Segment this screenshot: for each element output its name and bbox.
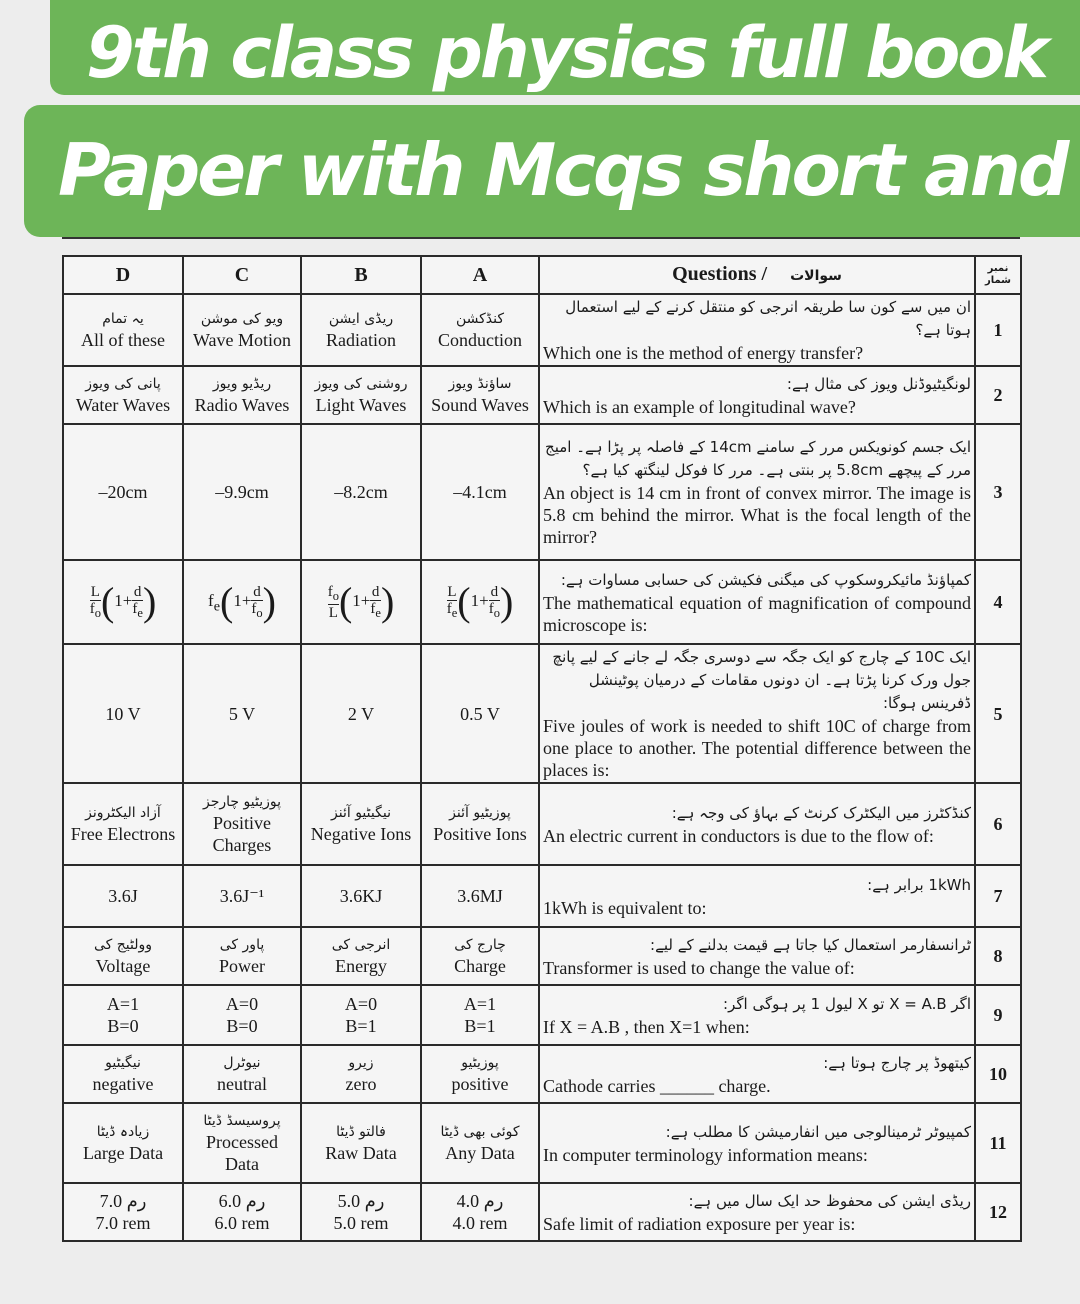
option-urdu: نیگیٹیو (105, 1055, 141, 1071)
question-english: Which is an example of longitudinal wave? (543, 396, 856, 417)
question-urdu: ایک 10C کے چارج کو ایک جگہ سے دوسری جگہ لے جانے کے لیے پانچ جول ورک کرنا پڑتا ہے۔ ان دونوں مقامات کے درمیان پوٹینشل ڈفرینس ہوگا: (552, 648, 971, 712)
question-cell (539, 985, 975, 1045)
question-urdu: کمپیوٹر ٹرمینالوجی میں انفارمیشن کا مطلب ہے: (665, 1122, 971, 1141)
option-english: Energy (335, 956, 387, 976)
option-urdu: ساؤنڈ ویوز (448, 376, 512, 392)
frac-num-text: L (90, 583, 100, 600)
question-cell (539, 865, 975, 927)
option-english: –8.2cm (334, 482, 388, 502)
option-english: Positive Ions (433, 824, 527, 844)
option-d (63, 985, 183, 1045)
option-english: 7.0 rem (95, 1213, 151, 1233)
header-a: A (421, 256, 539, 294)
frac-numerator (90, 584, 101, 600)
question-urdu: ریڈی ایشن کی محفوظ حد ایک سال میں ہے: (688, 1191, 971, 1210)
question-urdu: ان میں سے کون سا طریقہ انرجی کو منتقل کرنے کے لیے استعمال ہوتا ہے؟ (565, 298, 971, 339)
option-a (421, 1183, 539, 1241)
option-english: Raw Data (325, 1143, 397, 1163)
option-urdu: آزاد الیکٹرونز (85, 805, 161, 821)
option-english: neutral (217, 1074, 267, 1094)
question-urdu: ایک جسم کونویکس مرر کے سامنے 14cm کے فاصلہ پر پڑا ہے۔ امیج مرر کے پیچھے 5.8cm پر بنتی ہے۔ مرر کا فوکل لینگتھ کیا ہے؟ (545, 438, 971, 479)
paren-open: ( (219, 579, 234, 624)
question-number: 7 (975, 865, 1021, 927)
option-english: All of these (81, 330, 165, 350)
question-cell (539, 366, 975, 424)
question-cell (539, 644, 975, 783)
frac-num-sub: o (332, 588, 339, 603)
inner-numerator: d (490, 583, 499, 600)
question-english: Safe limit of radiation exposure per year is: (543, 1213, 856, 1234)
option-english: B=0 (226, 1016, 258, 1036)
magnification-formula: $\frac{L}{f_e}$ (1+ $\frac{d}{f_o}$ ) (446, 579, 514, 624)
inner-numerator: d (253, 583, 261, 600)
option-english: B=0 (107, 1016, 139, 1036)
option-c (183, 424, 301, 560)
option-d (63, 927, 183, 985)
table-row (63, 985, 1021, 1045)
option-english: –20cm (98, 482, 148, 502)
question-cell (539, 424, 975, 560)
option-a (421, 865, 539, 927)
question-number: 12 (975, 1183, 1021, 1241)
question-cell (539, 560, 975, 644)
option-english: Radiation (326, 330, 396, 350)
question-english: In computer terminology information means: (543, 1144, 868, 1165)
table-row (63, 294, 1021, 366)
option-english: 3.6MJ (457, 886, 503, 906)
inner-den-sub: o (256, 605, 263, 620)
option-english: –9.9cm (215, 482, 269, 502)
inner-denominator (370, 600, 381, 621)
inner-den-sub: e (375, 605, 381, 620)
option-a (421, 783, 539, 865)
question-english: If X = A.B , then X=1 when: (543, 1016, 750, 1037)
table-row (63, 865, 1021, 927)
question-number: 2 (975, 366, 1021, 424)
magnification-formula: $\frac{L}{f_o}$ (1+ $\frac{d}{f_e}$ ) (89, 579, 157, 624)
option-urdu: یہ تمام (102, 311, 144, 327)
option-b (301, 424, 421, 560)
option-urdu: کنڈکشن (455, 311, 505, 327)
option-english: Free Electrons (70, 824, 176, 844)
option-a (421, 985, 539, 1045)
option-b (301, 1103, 421, 1183)
formula-prefix-fraction (447, 584, 458, 621)
option-urdu: زیادہ ڈیٹا (96, 1124, 150, 1140)
option-c (183, 865, 301, 927)
option-urdu: ویو کی موشن (200, 311, 284, 327)
option-urdu: پوزیٹیو چارجز (203, 794, 281, 810)
question-urdu: کیتھوڈ پر چارج ہوتا ہے: (823, 1053, 971, 1072)
option-c (183, 1045, 301, 1103)
option-d (63, 1045, 183, 1103)
frac-numerator (328, 584, 339, 604)
question-english: An electric current in conductors is due to the flow of: (543, 825, 934, 846)
inner-den-text: f (488, 600, 494, 617)
option-english: Light Waves (315, 395, 407, 415)
question-urdu: 1kWh برابر ہے: (867, 875, 971, 894)
option-d (63, 1103, 183, 1183)
table-row (63, 927, 1021, 985)
option-english: Any Data (445, 1143, 515, 1163)
header-questions-urdu: سوالات (790, 268, 842, 284)
question-cell (539, 1103, 975, 1183)
table-row (63, 560, 1021, 644)
option-d (63, 560, 183, 644)
option-urdu: زیرو (348, 1055, 374, 1071)
option-urdu: پوزیٹیو (461, 1055, 499, 1071)
frac-den-sub: o (94, 605, 101, 620)
frac-num-text: L (447, 583, 457, 600)
paren-open: ( (457, 579, 471, 624)
magnification-formula: $\frac{f_o}{L}$ (1+ $\frac{d}{f_e}$ ) (327, 579, 395, 624)
option-b (301, 927, 421, 985)
option-english: Sound Waves (431, 395, 529, 415)
option-d (63, 1183, 183, 1241)
frac-num-text: f (327, 583, 333, 600)
option-english: 2 V (347, 703, 375, 724)
question-number: 9 (975, 985, 1021, 1045)
question-urdu: کنڈکٹرز میں الیکٹرک کرنٹ کے بہاؤ کی وجہ ہے: (671, 803, 971, 822)
divider (62, 237, 1020, 239)
formula-prefix: f (208, 590, 214, 610)
option-a (421, 644, 539, 783)
option-urdu: وولٹیج کی (93, 937, 153, 953)
option-c (183, 560, 301, 644)
option-english: Wave Motion (192, 330, 292, 350)
option-english: 0.5 V (460, 703, 500, 724)
option-c (183, 294, 301, 366)
option-d (63, 865, 183, 927)
option-b (301, 366, 421, 424)
question-english: Cathode carries ______ charge. (543, 1075, 771, 1096)
option-urdu: A=0 (225, 994, 259, 1014)
option-urdu: A=1 (463, 994, 497, 1014)
option-english: 4.0 rem (452, 1213, 508, 1233)
mcq-table (62, 255, 1022, 1242)
table-row (63, 1103, 1021, 1183)
option-english: 5.0 rem (333, 1213, 389, 1233)
option-c (183, 927, 301, 985)
option-a (421, 1103, 539, 1183)
question-number: 6 (975, 783, 1021, 865)
option-urdu: نیوٹرل (223, 1055, 261, 1071)
option-a (421, 424, 539, 560)
inner-numerator: d (371, 583, 380, 600)
frac-den-text: L (328, 604, 338, 621)
option-english: 6.0 rem (214, 1213, 270, 1233)
option-a (421, 927, 539, 985)
magnification-formula: $f_e(1+$ $\frac{d}{f_o}$ ) (208, 579, 276, 624)
frac-den-text: f (446, 600, 452, 617)
question-number: 5 (975, 644, 1021, 783)
header-questions (539, 256, 975, 294)
header-b: B (301, 256, 421, 294)
question-number: 10 (975, 1045, 1021, 1103)
option-c (183, 366, 301, 424)
option-english: Water Waves (75, 395, 171, 415)
question-urdu: اگر X = A.B تو X لیول 1 پر ہوگی اگر: (723, 994, 971, 1013)
frac-denominator (90, 600, 101, 621)
option-c (183, 783, 301, 865)
option-urdu: ریڈی ایشن (328, 311, 394, 327)
inner-den-sub: o (493, 605, 500, 620)
question-urdu: ٹرانسفارمر استعمال کیا جاتا ہے قیمت بدلنے کے لیے: (650, 935, 971, 954)
option-english: B=1 (345, 1016, 377, 1036)
option-english: Power (219, 956, 265, 976)
formula-prefix-fraction (90, 584, 101, 621)
option-b (301, 865, 421, 927)
option-urdu: فالتو ڈیٹا (336, 1124, 386, 1140)
option-urdu: 5.0 رم (337, 1191, 385, 1211)
paren-close: ) (262, 579, 276, 624)
option-urdu: 7.0 رم (99, 1191, 147, 1211)
inner-den-text: f (132, 600, 138, 617)
banner-title-line1: 9th class physics full book (86, 12, 1047, 94)
inner-den-text: f (251, 600, 257, 617)
banner-title-line2: Paper with Mcqs short and (58, 128, 1067, 212)
option-english: negative (92, 1074, 154, 1094)
inner-numerator: d (133, 583, 142, 600)
option-a (421, 366, 539, 424)
formula-inner-fraction (370, 584, 381, 621)
header-row (63, 256, 1021, 294)
option-english: 3.6J (108, 886, 138, 906)
inner-denominator (132, 600, 143, 621)
question-english: Which one is the method of energy transfer? (543, 343, 864, 363)
option-a (421, 560, 539, 644)
option-c (183, 1103, 301, 1183)
option-urdu: نیگیٹیو آئنز (331, 805, 391, 821)
question-number: 8 (975, 927, 1021, 985)
option-english: zero (345, 1074, 377, 1094)
option-b (301, 1183, 421, 1241)
option-english: –4.1cm (453, 482, 507, 502)
paren-close: ) (142, 579, 157, 624)
table-row (63, 1183, 1021, 1241)
option-english: Voltage (95, 956, 151, 976)
question-number: 11 (975, 1103, 1021, 1183)
question-number: 3 (975, 424, 1021, 560)
question-english: Transformer is used to change the value of: (543, 957, 855, 978)
inner-den-text: f (370, 600, 376, 617)
table-row (63, 366, 1021, 424)
option-english: Conduction (438, 330, 522, 350)
option-d (63, 366, 183, 424)
header-d: D (63, 256, 183, 294)
option-urdu: روشنی کی ویوز (314, 376, 408, 392)
option-urdu: پروسیسڈ ڈیٹا (203, 1113, 281, 1129)
option-english: Large Data (82, 1143, 164, 1163)
option-english: Processed Data (206, 1132, 278, 1174)
question-cell (539, 1183, 975, 1241)
title-banner (0, 0, 1080, 240)
option-english: Negative Ions (310, 824, 412, 844)
question-cell (539, 783, 975, 865)
option-b (301, 985, 421, 1045)
option-b (301, 783, 421, 865)
option-d (63, 424, 183, 560)
option-urdu: پانی کی ویوز (85, 376, 161, 392)
paren-open: ( (100, 579, 115, 624)
frac-den-text: f (89, 600, 95, 617)
header-questions-en: Questions / (672, 263, 768, 285)
question-cell (539, 294, 975, 366)
option-english: B=1 (464, 1016, 496, 1036)
option-c (183, 644, 301, 783)
option-english: 3.6KJ (339, 886, 383, 906)
inner-den-sub: e (137, 605, 143, 620)
option-urdu: A=0 (344, 994, 378, 1014)
table-row (63, 1045, 1021, 1103)
frac-denominator (447, 600, 458, 621)
option-urdu: پاور کی (219, 937, 265, 953)
option-c (183, 1183, 301, 1241)
option-a (421, 1045, 539, 1103)
header-number: نمبر شمار (975, 256, 1021, 294)
formula-inner-fraction (132, 584, 143, 621)
formula-prefix-fraction (328, 584, 339, 621)
option-urdu: انرجی کی (331, 937, 391, 953)
option-b (301, 1045, 421, 1103)
question-cell (539, 1045, 975, 1103)
table-row (63, 783, 1021, 865)
option-b (301, 644, 421, 783)
option-urdu: 6.0 رم (218, 1191, 266, 1211)
paren-close: ) (380, 579, 395, 624)
table-row (63, 424, 1021, 560)
option-english: Radio Waves (194, 395, 290, 415)
question-english: Five joules of work is needed to shift 10C of charge from one place to another. The potential difference between the places is: (543, 716, 971, 780)
option-english: 5 V (228, 703, 256, 724)
question-urdu: لونگیٹیوڈنل ویوز کی مثال ہے: (786, 374, 971, 393)
option-d (63, 783, 183, 865)
paren-close: ) (499, 579, 514, 624)
option-d (63, 294, 183, 366)
option-english: 3.6J⁻¹ (219, 886, 265, 906)
question-english: 1kWh is equivalent to: (543, 897, 707, 918)
option-urdu: ریڈیو ویوز (212, 376, 272, 392)
frac-den-sub: e (451, 605, 458, 620)
header-c: C (183, 256, 301, 294)
inner-denominator (251, 600, 262, 621)
option-urdu: 4.0 رم (456, 1191, 504, 1211)
option-c (183, 985, 301, 1045)
option-urdu: A=1 (106, 994, 140, 1014)
option-urdu: پوزیٹیو آئنز (449, 805, 511, 821)
inner-denominator (489, 600, 500, 621)
table-row (63, 644, 1021, 783)
question-english: An object is 14 cm in front of convex mirror. The image is 5.8 cm behind the mirror. What is the focal length of the mirror? (543, 483, 971, 547)
question-number: 1 (975, 294, 1021, 366)
formula-inner-fraction (489, 584, 500, 621)
option-a (421, 294, 539, 366)
option-english: 10 V (105, 703, 141, 724)
formula-prefix-sub: e (213, 598, 220, 615)
option-english: positive (451, 1074, 509, 1094)
option-urdu: کوئی بھی ڈیٹا (440, 1124, 520, 1140)
paren-open: ( (338, 579, 353, 624)
option-b (301, 294, 421, 366)
option-english: Positive Charges (212, 813, 272, 855)
question-urdu: کمپاؤنڈ مائیکروسکوپ کی میگنی فکیشن کی حسابی مساوات ہے: (560, 570, 971, 589)
option-urdu: چارج کی (454, 937, 506, 953)
frac-numerator (447, 584, 458, 600)
frac-denominator (328, 604, 339, 621)
formula-inner-fraction (251, 584, 262, 621)
question-english: The mathematical equation of magnification of compound microscope is: (543, 592, 971, 635)
option-d (63, 644, 183, 783)
option-english: Charge (454, 956, 506, 976)
question-cell (539, 927, 975, 985)
option-b (301, 560, 421, 644)
question-number: 4 (975, 560, 1021, 644)
